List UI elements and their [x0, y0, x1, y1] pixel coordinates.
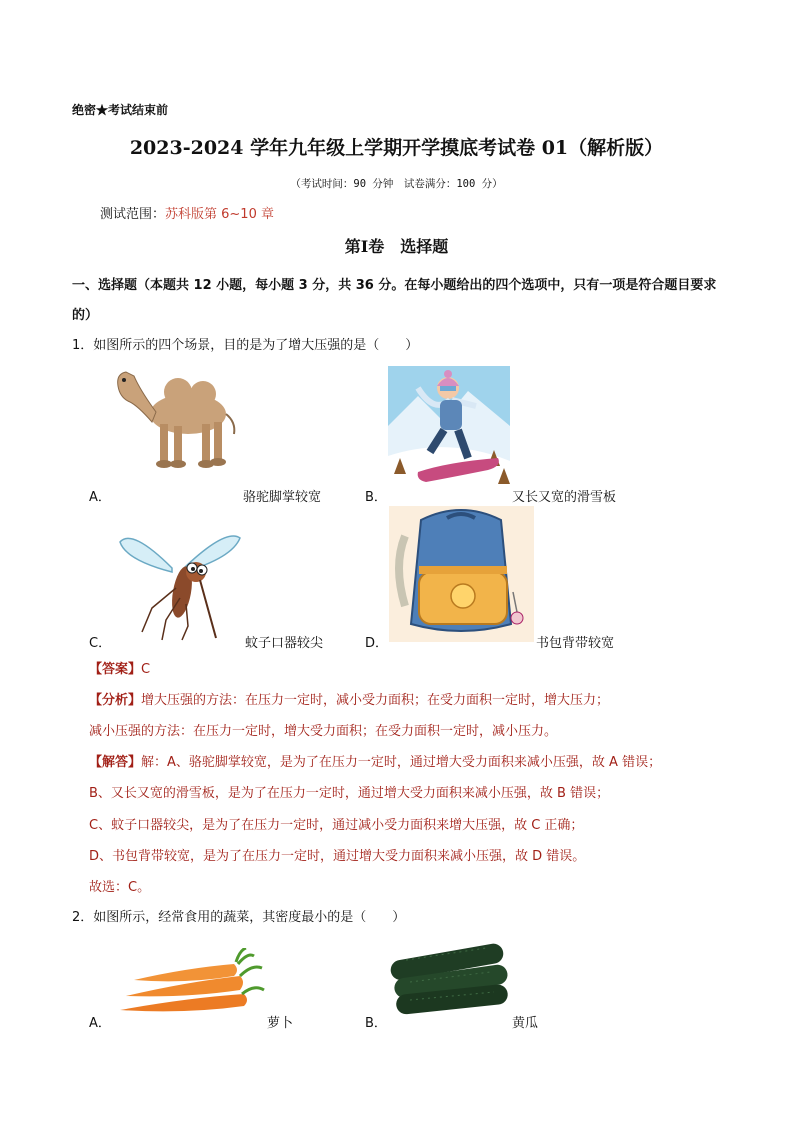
- answer-tag: 【答案】: [89, 662, 142, 677]
- exam-title: 2023-2024 学年九年级上学期开学摸底考试卷 01（解析版）: [129, 137, 664, 159]
- q2-option-a-letter: A．: [89, 1016, 111, 1031]
- q1-option-b-letter: B．: [365, 490, 387, 505]
- exam-subtitle: （考试时间：90 分钟 试卷满分：100 分）: [290, 178, 503, 190]
- section-heading: 一、选择题（本题共 12 小题，每小题 3 分，共 36 分。在每小题给出的四个选项中，只有一项是符合题目要求的）: [72, 278, 717, 323]
- q1-option-c-letter: C．: [89, 636, 112, 651]
- q1-option-a-letter: A．: [89, 490, 111, 505]
- q1-option-d-letter: D．: [365, 636, 389, 651]
- solution-tag: 【解答】: [89, 755, 142, 770]
- q1-solution-2: B、又长又宽的滑雪板，是为了在压力一定时，通过增大受力面积来减小压强，故 B 错误；: [89, 786, 610, 801]
- q1-answer: [89, 658, 150, 677]
- q2-option-b-label: 黄瓜: [512, 1016, 539, 1031]
- scope-value: 苏科版第 6~10 章: [165, 207, 274, 222]
- question-2-stem: 2．如图所示，经常食用的蔬菜，其密度最小的是（ ）: [72, 910, 406, 925]
- q1-option-b-label: 又长又宽的滑雪板: [512, 490, 617, 505]
- backpack-image: [389, 506, 534, 642]
- analysis-text-1: 增大压强的方法：在压力一定时，减小受力面积；在受力面积一定时，增大压力；: [141, 693, 610, 708]
- answer-value: C: [141, 662, 151, 677]
- test-scope: [100, 203, 274, 222]
- q1-solution-4: D、书包背带较宽，是为了在压力一定时，通过增大受力面积来减小压强，故 D 错误。: [89, 849, 586, 864]
- confidential-label: 绝密★考试结束前: [72, 103, 169, 117]
- analysis-tag: 【分析】: [89, 693, 142, 708]
- mosquito-image: [112, 528, 246, 642]
- carrot-image: [116, 948, 266, 1020]
- q1-analysis-1: [89, 689, 609, 708]
- question-1-stem: 1．如图所示的四个场景，目的是为了增大压强的是（ ）: [72, 338, 419, 353]
- scope-label: 测试范围：: [100, 207, 166, 222]
- part-heading: 第Ⅰ卷 选择题: [344, 237, 449, 256]
- q2-option-a-label: 萝卜: [267, 1016, 294, 1031]
- cucumber-image: [386, 938, 512, 1020]
- q1-option-d-label: 书包背带较宽: [536, 636, 615, 651]
- q2-option-b-letter: B．: [365, 1016, 387, 1031]
- q1-solution-1: [89, 751, 661, 770]
- snowboard-image: [388, 366, 510, 494]
- camel-image: [108, 362, 242, 472]
- q1-choice: 故选：C。: [89, 880, 151, 895]
- q1-analysis-2: 减小压强的方法：在压力一定时，增大受力面积；在受力面积一定时，减小压力。: [89, 724, 558, 739]
- q1-solution-3: C、蚊子口器较尖，是为了在压力一定时，通过减小受力面积来增大压强，故 C 正确；: [89, 818, 584, 833]
- q1-option-a-label: 骆驼脚掌较宽: [243, 490, 322, 505]
- q1-option-c-label: 蚊子口器较尖: [245, 636, 324, 651]
- solution-text-1: 解：A、骆驼脚掌较宽，是为了在压力一定时，通过增大受力面积来减小压强，故 A 错误；: [141, 755, 662, 770]
